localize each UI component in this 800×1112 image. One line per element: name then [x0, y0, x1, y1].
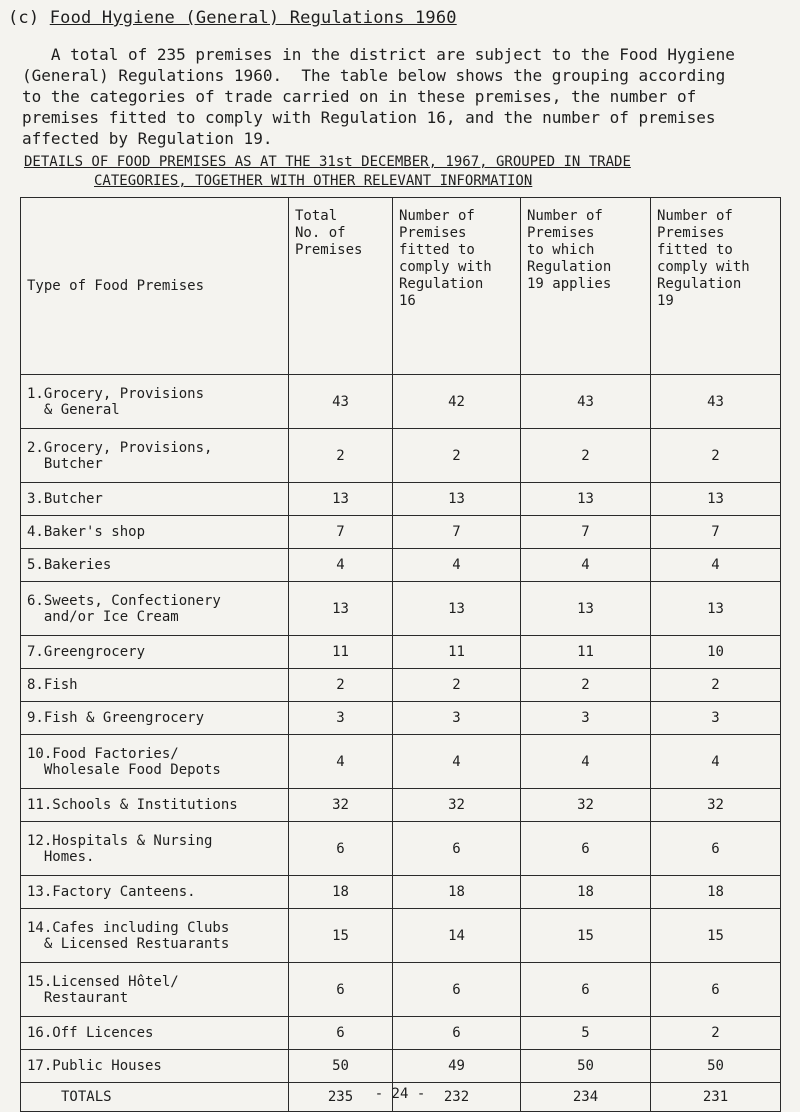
cell-type: 7.Greengrocery: [21, 636, 289, 669]
header-reg19-applies: Number of Premises to which Regulation 19 applies: [521, 198, 651, 375]
cell-reg19-applies: 6: [521, 963, 651, 1017]
cell-reg16-fitted: 7: [393, 516, 521, 549]
cell-type: 3.Butcher: [21, 483, 289, 516]
table-row: [21, 789, 781, 822]
table-header-row: [21, 198, 781, 375]
table-row: [21, 735, 781, 789]
intro-line: affected by Regulation 19.: [22, 129, 273, 148]
cell-total: 4: [289, 735, 393, 789]
cell-reg16-fitted: 42: [393, 375, 521, 429]
totals-reg16: 232: [393, 1083, 521, 1112]
cell-reg19-applies: 7: [521, 516, 651, 549]
cell-total: 32: [289, 789, 393, 822]
cell-type: 9.Fish & Greengrocery: [21, 702, 289, 735]
section-prefix: (c): [8, 8, 50, 28]
table-row: [21, 516, 781, 549]
table-row: [21, 963, 781, 1017]
cell-type: 2.Grocery, Provisions, Butcher: [21, 429, 289, 483]
cell-type: 13.Factory Canteens.: [21, 876, 289, 909]
cell-reg16-fitted: 32: [393, 789, 521, 822]
table-row: [21, 375, 781, 429]
cell-reg19-fitted: 3: [651, 702, 781, 735]
table-row: [21, 1017, 781, 1050]
totals-label: TOTALS: [21, 1083, 289, 1112]
cell-reg19-fitted: 50: [651, 1050, 781, 1083]
page-number: - 24 -: [374, 1086, 426, 1102]
section-heading: [8, 8, 457, 28]
cell-total: 15: [289, 909, 393, 963]
cell-total: 13: [289, 582, 393, 636]
cell-reg19-fitted: 43: [651, 375, 781, 429]
cell-type: 17.Public Houses: [21, 1050, 289, 1083]
header-total: Total No. of Premises: [289, 198, 393, 375]
cell-reg19-fitted: 4: [651, 735, 781, 789]
table-title: [24, 153, 784, 191]
cell-reg19-fitted: 7: [651, 516, 781, 549]
intro-line: (General) Regulations 1960. The table below shows the grouping according: [22, 66, 726, 85]
cell-reg19-applies: 13: [521, 483, 651, 516]
intro-line: premises fitted to comply with Regulation 16, and the number of premises: [22, 108, 716, 127]
cell-type: 11.Schools & Institutions: [21, 789, 289, 822]
cell-reg19-applies: 4: [521, 735, 651, 789]
cell-total: 7: [289, 516, 393, 549]
cell-reg16-fitted: 49: [393, 1050, 521, 1083]
table-title-line2: CATEGORIES, TOGETHER WITH OTHER RELEVANT INFORMATION: [94, 173, 533, 189]
cell-type: 8.Fish: [21, 669, 289, 702]
header-reg19-fitted: Number of Premises fitted to comply with Regulation 19: [651, 198, 781, 375]
cell-reg19-fitted: 15: [651, 909, 781, 963]
cell-reg19-fitted: 18: [651, 876, 781, 909]
cell-reg16-fitted: 11: [393, 636, 521, 669]
cell-total: 2: [289, 429, 393, 483]
cell-total: 13: [289, 483, 393, 516]
header-type: Type of Food Premises: [21, 198, 289, 375]
table-row: [21, 1050, 781, 1083]
cell-total: 4: [289, 549, 393, 582]
cell-reg19-fitted: 13: [651, 483, 781, 516]
cell-reg16-fitted: 6: [393, 822, 521, 876]
table-row: [21, 702, 781, 735]
cell-reg19-fitted: 6: [651, 822, 781, 876]
cell-reg19-applies: 43: [521, 375, 651, 429]
cell-total: 2: [289, 669, 393, 702]
cell-type: 16.Off Licences: [21, 1017, 289, 1050]
totals-reg19-applies: 234: [521, 1083, 651, 1112]
cell-total: 6: [289, 963, 393, 1017]
totals-total: 235: [289, 1083, 393, 1112]
intro-line: to the categories of trade carried on in these premises, the number of: [22, 87, 697, 106]
table-row: [21, 822, 781, 876]
cell-reg19-applies: 2: [521, 429, 651, 483]
cell-reg16-fitted: 4: [393, 735, 521, 789]
cell-reg19-applies: 6: [521, 822, 651, 876]
cell-type: 15.Licensed Hôtel/ Restaurant: [21, 963, 289, 1017]
cell-reg16-fitted: 13: [393, 582, 521, 636]
table-row: [21, 483, 781, 516]
intro-paragraph: [22, 44, 792, 149]
cell-type: 12.Hospitals & Nursing Homes.: [21, 822, 289, 876]
cell-reg19-fitted: 2: [651, 429, 781, 483]
cell-reg16-fitted: 6: [393, 1017, 521, 1050]
cell-reg16-fitted: 14: [393, 909, 521, 963]
cell-reg19-applies: 13: [521, 582, 651, 636]
cell-total: 18: [289, 876, 393, 909]
cell-reg19-applies: 3: [521, 702, 651, 735]
cell-total: 3: [289, 702, 393, 735]
table-row: [21, 429, 781, 483]
cell-total: 6: [289, 1017, 393, 1050]
table-row: [21, 909, 781, 963]
cell-reg16-fitted: 3: [393, 702, 521, 735]
cell-reg19-applies: 4: [521, 549, 651, 582]
cell-reg19-applies: 50: [521, 1050, 651, 1083]
cell-type: 5.Bakeries: [21, 549, 289, 582]
cell-type: 1.Grocery, Provisions & General: [21, 375, 289, 429]
cell-reg16-fitted: 2: [393, 669, 521, 702]
cell-reg19-fitted: 13: [651, 582, 781, 636]
table-row: [21, 669, 781, 702]
cell-total: 43: [289, 375, 393, 429]
cell-reg19-applies: 15: [521, 909, 651, 963]
cell-reg16-fitted: 6: [393, 963, 521, 1017]
cell-reg16-fitted: 18: [393, 876, 521, 909]
cell-reg19-fitted: 4: [651, 549, 781, 582]
cell-reg19-applies: 32: [521, 789, 651, 822]
premises-table: [20, 197, 781, 1112]
cell-type: 4.Baker's shop: [21, 516, 289, 549]
cell-total: 11: [289, 636, 393, 669]
cell-total: 50: [289, 1050, 393, 1083]
cell-reg19-fitted: 2: [651, 669, 781, 702]
cell-reg19-applies: 18: [521, 876, 651, 909]
totals-reg19-fitted: 231: [651, 1083, 781, 1112]
table-row: [21, 549, 781, 582]
table-title-line1: DETAILS OF FOOD PREMISES AS AT THE 31st DECEMBER, 1967, GROUPED IN TRADE: [24, 154, 631, 170]
cell-type: 10.Food Factories/ Wholesale Food Depots: [21, 735, 289, 789]
cell-reg16-fitted: 13: [393, 483, 521, 516]
cell-reg19-fitted: 6: [651, 963, 781, 1017]
cell-type: 6.Sweets, Confectionery and/or Ice Cream: [21, 582, 289, 636]
table-row: [21, 636, 781, 669]
intro-line: A total of 235 premises in the district are subject to the Food Hygiene: [22, 45, 735, 64]
cell-reg19-applies: 11: [521, 636, 651, 669]
cell-reg19-fitted: 32: [651, 789, 781, 822]
cell-reg19-applies: 2: [521, 669, 651, 702]
cell-total: 6: [289, 822, 393, 876]
table-row: [21, 876, 781, 909]
cell-reg16-fitted: 2: [393, 429, 521, 483]
section-heading-text: Food Hygiene (General) Regulations 1960: [49, 8, 457, 28]
table-row: [21, 582, 781, 636]
cell-reg19-fitted: 10: [651, 636, 781, 669]
header-reg16-fitted: Number of Premises fitted to comply with Regulation 16: [393, 198, 521, 375]
cell-reg19-fitted: 2: [651, 1017, 781, 1050]
cell-reg16-fitted: 4: [393, 549, 521, 582]
cell-reg19-applies: 5: [521, 1017, 651, 1050]
cell-type: 14.Cafes including Clubs & Licensed Restuarants: [21, 909, 289, 963]
